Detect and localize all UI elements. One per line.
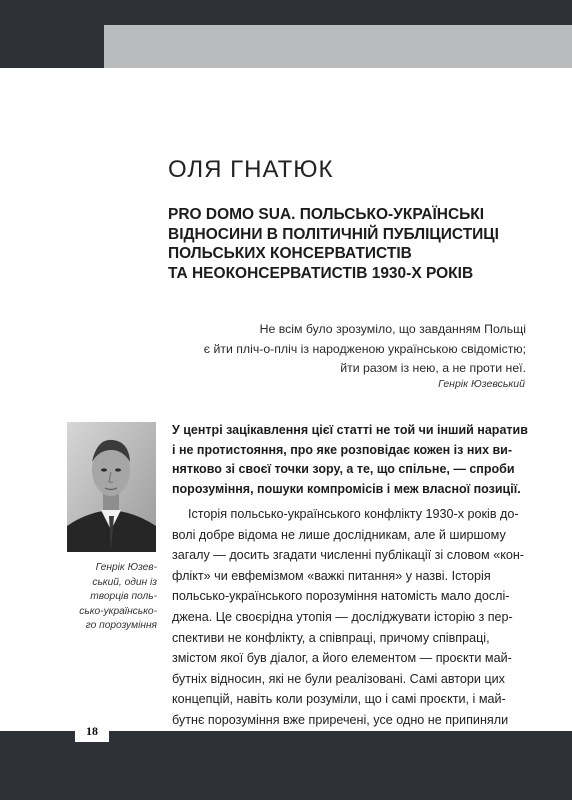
lead-line: і не протистояння, про яке розповідає кожен із них ви- bbox=[172, 442, 513, 457]
body-line: спективи не конфлікту, а співпраці, причому співпраці, bbox=[172, 630, 490, 645]
lead-line: порозуміння, пошуки компромісів і меж власної позиції. bbox=[172, 481, 521, 496]
body-line: флікт» чи евфемізмом «важкі питання» у назві. Історія bbox=[172, 568, 491, 583]
page-number: 18 bbox=[86, 724, 98, 738]
body-line: бутніх відносин, які не були реалізовані. Самі автори цих bbox=[172, 671, 505, 686]
portrait-image bbox=[67, 422, 156, 552]
title-line: ПОЛЬСЬКИХ КОНСЕРВАТИСТІВ bbox=[168, 245, 412, 262]
caption-line: го порозуміння bbox=[85, 620, 157, 632]
epigraph-line: Не всім було зрозуміло, що завданням Польщі bbox=[259, 322, 526, 336]
body-line: загалу — досить згадати численні публікації зі словом «кон- bbox=[172, 548, 525, 563]
portrait-photo bbox=[67, 422, 156, 552]
article-title bbox=[168, 205, 548, 283]
header-grey-band bbox=[104, 25, 572, 68]
body-line: волі добре відома не лише дослідникам, але й ширшому bbox=[172, 527, 506, 542]
caption-line: сько-українсько- bbox=[79, 605, 157, 617]
epigraph-line: є йти пліч-о-пліч із народженою українською свідомістю; bbox=[203, 341, 526, 356]
body-line: польсько-українського порозуміння натомість мало дослі- bbox=[172, 589, 510, 604]
body-line: бутнє порозуміння вже приречені, усе одно не припиняли bbox=[172, 712, 509, 727]
lead-paragraph bbox=[172, 421, 526, 499]
body-paragraph bbox=[172, 504, 526, 751]
body-line: змістом якої був діалог, а його елементом — проєкти май- bbox=[172, 651, 512, 666]
caption-line: творців поль- bbox=[90, 591, 157, 603]
caption-line: ський, один із bbox=[92, 576, 157, 588]
epigraph-quote bbox=[200, 320, 526, 379]
epigraph-line: йти разом із нею, а не проти неї. bbox=[340, 361, 526, 375]
lead-line: У центрі зацікавлення цієї статті не той чи інший наратив bbox=[172, 423, 528, 437]
body-line: джена. Це своєрідна утопія — досліджувати історію з пер- bbox=[172, 609, 513, 624]
body-line: концепцій, навіть коли розуміли, що і самі проєкти, і май- bbox=[172, 692, 506, 707]
title-line: ВІДНОСИНИ В ПОЛІТИЧНІЙ ПУБЛІЦИСТИЦІ bbox=[168, 225, 499, 243]
title-line: PRO DOMO SUA. ПОЛЬСЬКО-УКРАЇНСЬКІ bbox=[168, 206, 485, 223]
epigraph-author: Генрік Юзевський bbox=[438, 378, 525, 390]
article-author: ОЛЯ ГНАТЮК bbox=[168, 156, 334, 183]
caption-line: Генрік Юзев- bbox=[95, 562, 157, 573]
title-line: ТА НЕОКОНСЕРВАТИСТІВ 1930-Х РОКІВ bbox=[168, 264, 474, 282]
photo-caption bbox=[56, 561, 157, 634]
lead-line: нятково зі своєї точки зору, а те, що спільне, — спроби bbox=[172, 462, 515, 476]
body-line: Історія польсько-українського конфлікту 1930-х років до- bbox=[188, 507, 519, 521]
